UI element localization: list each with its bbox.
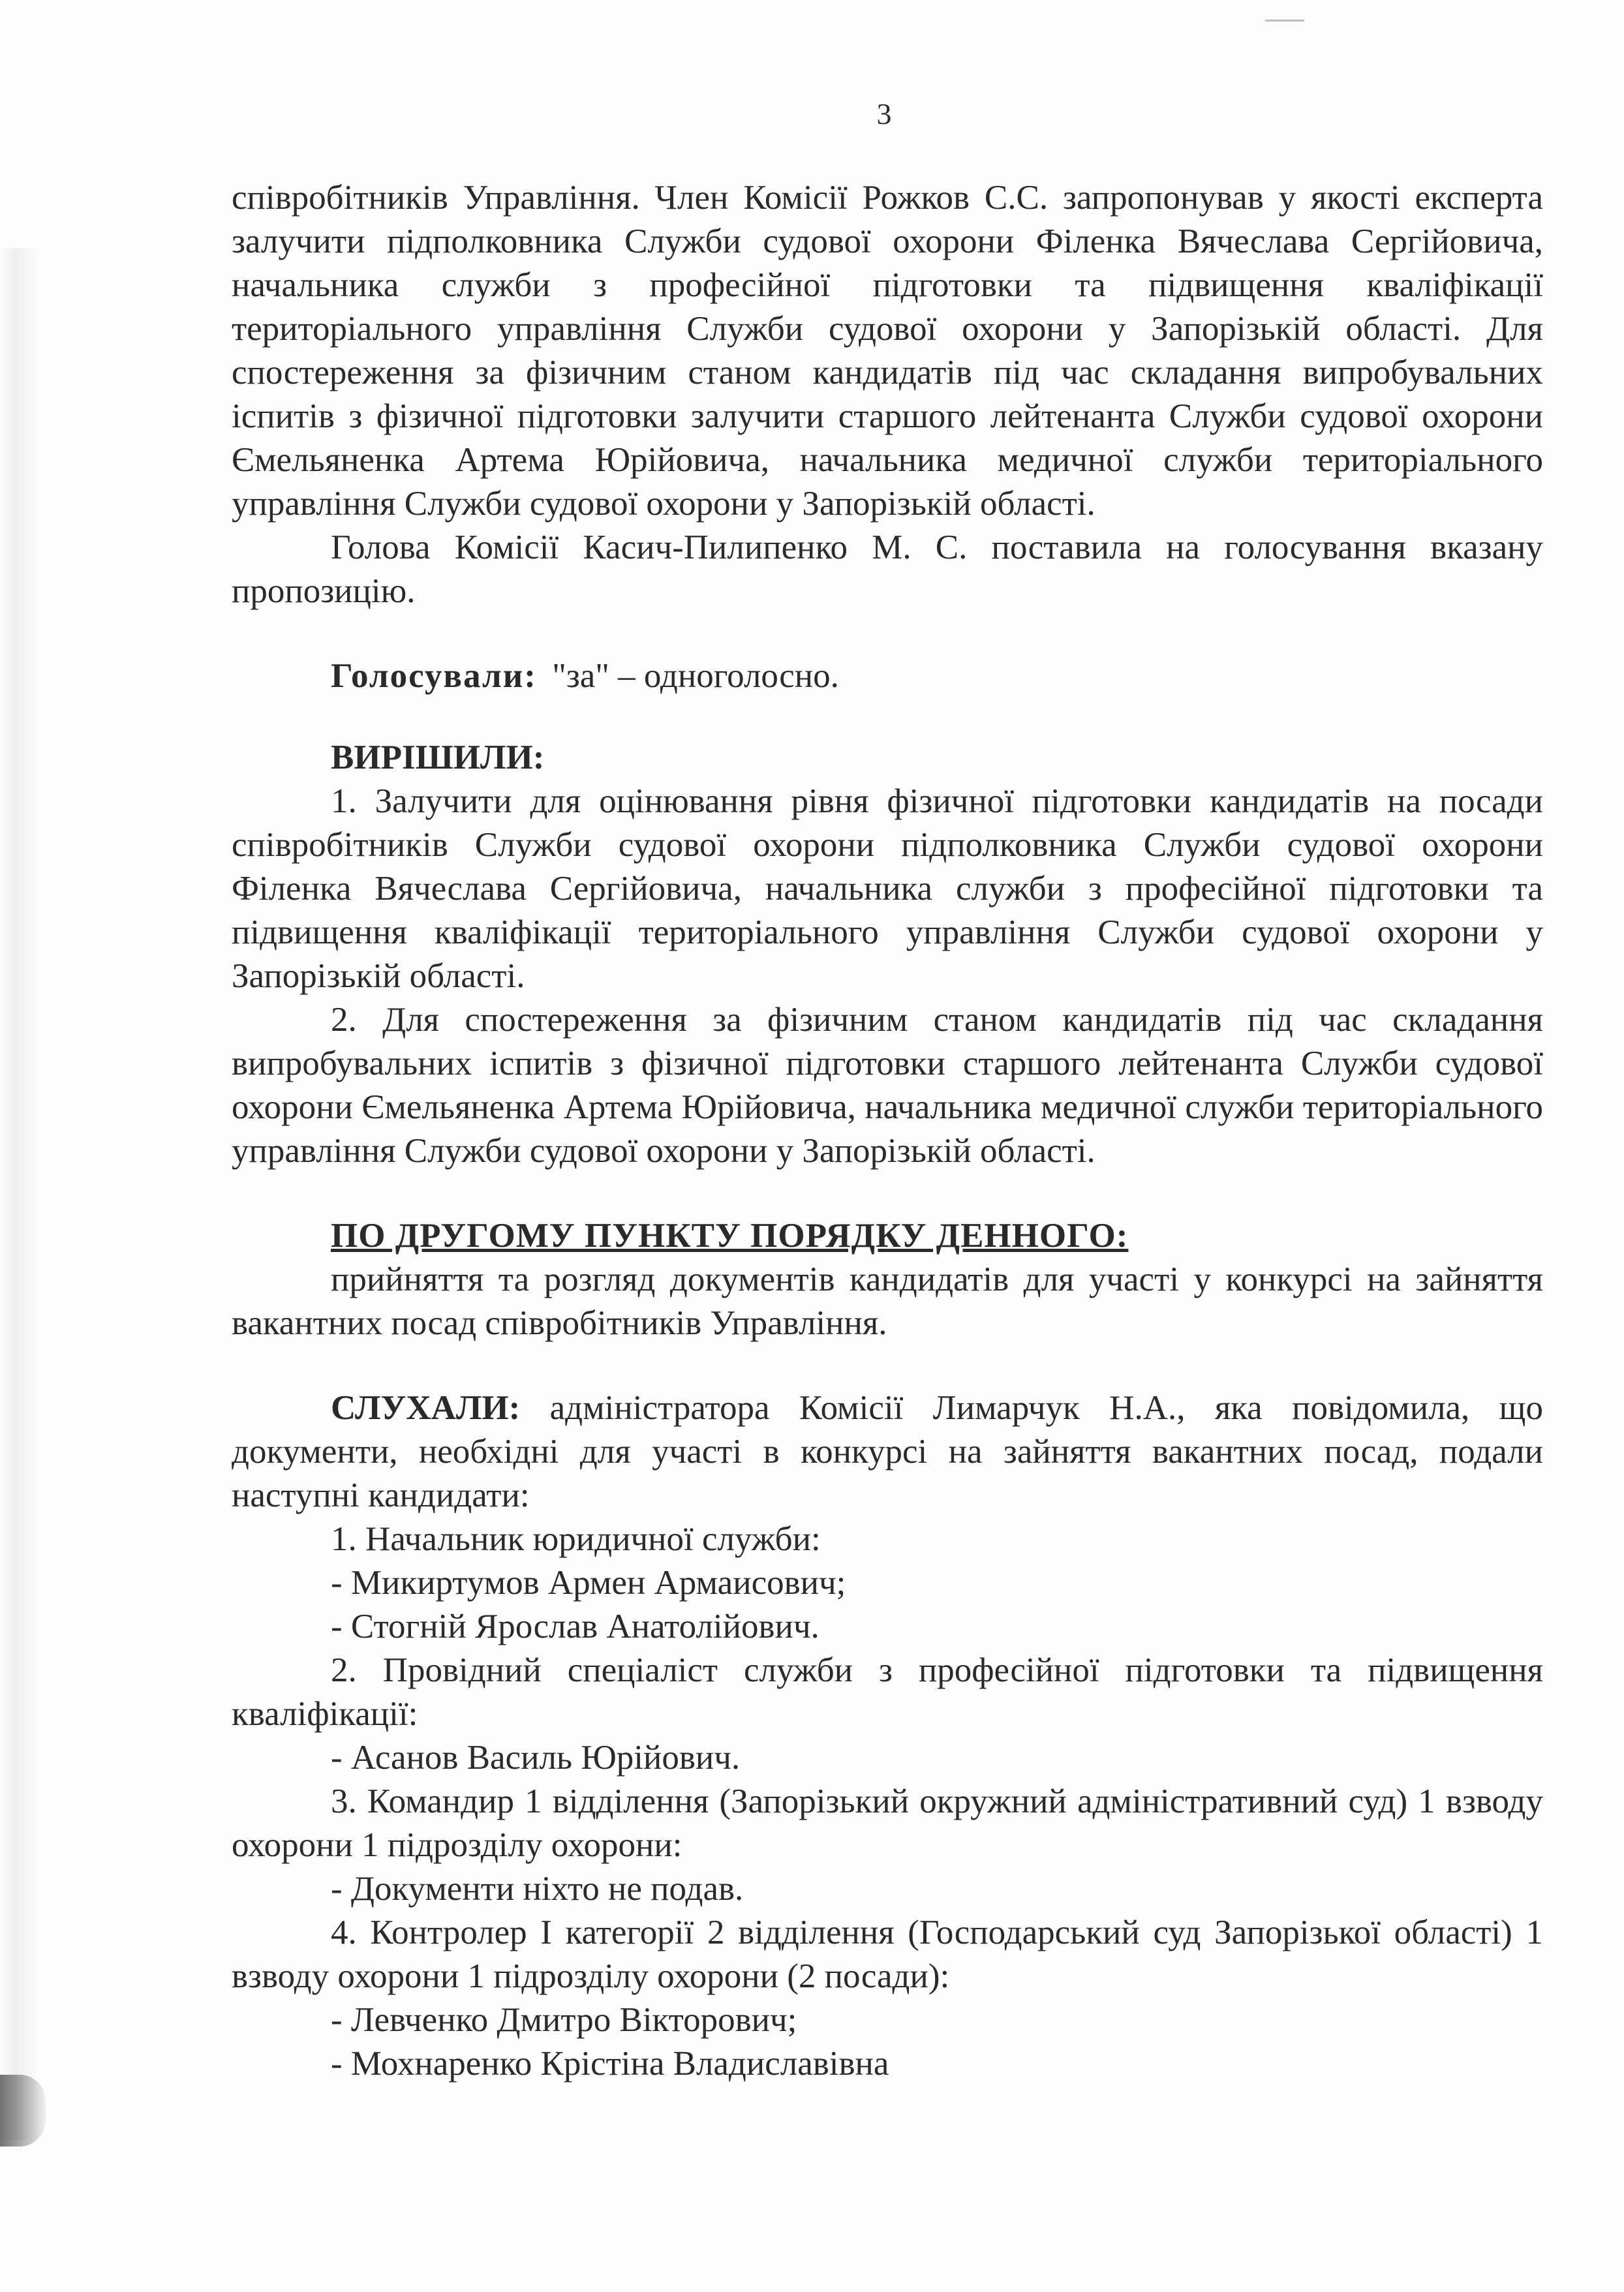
scan-edge-mark — [0, 2075, 46, 2147]
spacer — [232, 1173, 1543, 1214]
decision-item-1: 1. Залучити для оцінювання рівня фізичної підготовки кандидатів на посади співробітників Служби судової охорони підполковника Служби судової охорони Філенка Вячеслава Сергійовича, начальника служби з професійної підготовки та підвищення кваліфікації територіального управління Служби судової охорони у Запорізькій області. — [232, 782, 1543, 995]
scan-top-mark — [1265, 20, 1304, 22]
spacer — [232, 1345, 1543, 1386]
candidate-line: - Левченко Дмитро Вікторович; — [331, 2001, 797, 2039]
heard-text: адміністратора Комісії Лимарчук Н.А., яка повідомила, що документи, необхідні для участі в конкурсі на зайняття вакантних посад, подали наступні кандидати: — [232, 1389, 1543, 1514]
decision-heading: ВИРІШИЛИ: — [331, 739, 545, 776]
vote-line — [232, 654, 1543, 698]
candidate-line: - Микиртумов Армен Армаисович; — [331, 1564, 846, 1602]
candidate-line: 3. Командир 1 відділення (Запорізький окружний адміністративний суд) 1 взводу охорони 1 підрозділу охорони: — [232, 1782, 1543, 1864]
vote-value: "за" – одноголосно. — [552, 657, 839, 695]
spacer — [232, 613, 1543, 654]
candidate-line: - Асанов Василь Юрійович. — [331, 1739, 741, 1777]
candidate-line: 4. Контролер І категорії 2 відділення (Господарський суд Запорізької області) 1 взводу охорони 1 підрозділу охорони (2 посади): — [232, 1914, 1543, 1995]
candidate-line: - Документи ніхто не подав. — [331, 1870, 744, 1908]
candidate-line: - Мохнаренко Крістіна Владиславівна — [331, 2045, 889, 2083]
agenda-item-2-text: прийняття та розгляд документів кандидатів для участі у конкурсі на зайняття вакантних посад співробітників Управління. — [232, 1261, 1543, 1342]
decision-item-2: 2. Для спостереження за фізичним станом кандидатів під час складання випробувальних іспитів з фізичної підготовки старшого лейтенанта Служби судової охорони Ємельяненка Артема Юрійовича, начальника медичної служби територіального управління Служби судової охорони у Запорізькій області. — [232, 1001, 1543, 1170]
paragraph-chair-vote: Голова Комісії Касич-Пилипенко М. С. поставила на голосування вказану пропозицію. — [232, 528, 1543, 610]
candidate-line: 2. Провідний спеціаліст служби з професійної підготовки та підвищення кваліфікації: — [232, 1651, 1543, 1733]
candidate-line: - Стогній Ярослав Анатолійович. — [331, 1608, 820, 1645]
document-body — [232, 176, 1543, 2086]
paragraph-expert-proposal: співробітників Управління. Член Комісії Рожков С.С. запропонував у якості експерта залучити підполковника Служби судової охорони Філенка Вячеслава Сергійовича, начальника служби з професійної підготовки та підвищення кваліфікації територіального управління Служби судової охорони у Запорізькій області. Для спостереження за фізичним станом кандидатів під час складання випробувальних іспитів з фізичної підготовки залучити старшого лейтенанта Служби судової охорони Ємельяненка Артема Юрійовича, начальника медичної служби територіального управління Служби судової охорони у Запорізькій області. — [232, 179, 1543, 523]
spacer — [232, 698, 1543, 736]
agenda-item-2-heading: ПО ДРУГОМУ ПУНКТУ ПОРЯДКУ ДЕННОГО: — [331, 1217, 1129, 1255]
vote-label: Голосували: — [331, 657, 537, 695]
heard-paragraph — [232, 1386, 1543, 1518]
scan-edge-shadow — [0, 248, 39, 2140]
candidate-line: 1. Начальник юридичної служби: — [331, 1520, 821, 1558]
heard-label: СЛУХАЛИ: — [331, 1389, 521, 1427]
page-number: 3 — [876, 97, 892, 130]
